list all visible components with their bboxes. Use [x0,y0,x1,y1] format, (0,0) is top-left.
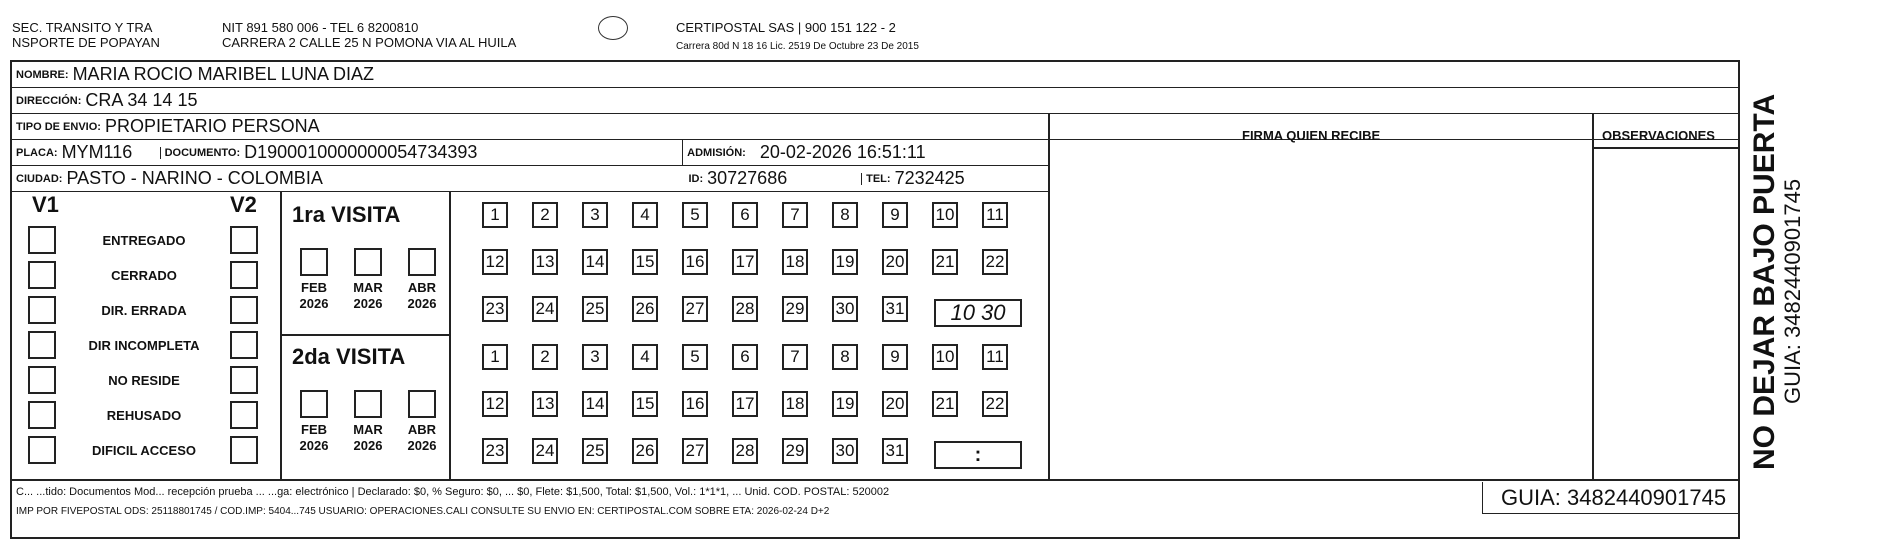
day-box[interactable]: 15 [632,249,658,275]
day-box[interactable]: 21 [932,391,958,417]
day-box[interactable]: 11 [982,202,1008,228]
day-box[interactable]: 8 [832,344,858,370]
day-box[interactable]: 4 [632,344,658,370]
form-frame [10,60,1740,539]
month-label: ABR [407,280,437,295]
day-box[interactable]: 10 [932,202,958,228]
address-line: CARRERA 2 CALLE 25 N POMONA VIA AL HUILA [222,35,517,50]
month-checkbox[interactable] [408,390,436,418]
day-box[interactable]: 7 [782,344,808,370]
v2-checkbox[interactable] [230,401,258,429]
status-option-label: DIR. ERRADA [101,303,187,318]
day-box[interactable]: 28 [732,438,758,464]
guia-box: GUIA: 3482440901745 [1482,482,1738,514]
day-box[interactable]: 26 [632,296,658,322]
firma-header: FIRMA QUIEN RECIBE [1242,128,1381,143]
year-label: 2026 [299,438,329,453]
day-box[interactable]: 26 [632,438,658,464]
day-box[interactable]: 1 [482,202,508,228]
v1-checkbox[interactable] [28,401,56,429]
observaciones-header: OBSERVACIONES [1602,128,1715,143]
year-label: 2026 [353,296,383,311]
documento-label: DOCUMENTO: [160,147,241,159]
tel-label: TEL: [861,173,890,185]
day-box[interactable]: 29 [782,438,808,464]
month-checkbox[interactable] [354,390,382,418]
v1-label: V1 [32,192,59,217]
day-box[interactable]: 24 [532,296,558,322]
v1-checkbox[interactable] [28,331,56,359]
status-option-label: DIFICIL ACCESO [91,443,196,458]
year-label: 2026 [353,438,383,453]
day-box[interactable]: 19 [832,249,858,275]
day-box[interactable]: 5 [682,202,708,228]
courier-logo-icon [598,16,628,40]
documento-value: D1900010000000054734393 [244,142,478,162]
v2-checkbox[interactable] [230,366,258,394]
v2-label: V2 [230,192,257,217]
day-box[interactable]: 6 [732,202,758,228]
day-box[interactable]: 31 [882,438,908,464]
month-checkbox[interactable] [300,390,328,418]
v2-checkbox[interactable] [230,436,258,464]
row-placa [12,140,1048,166]
side-warning: NO DEJAR BAJO PUERTA [1748,93,1781,470]
day-box[interactable]: 12 [482,249,508,275]
status-option-label: DIR INCOMPLETA [88,338,200,353]
month-label: FEB [301,280,327,295]
day-box[interactable]: 7 [782,202,808,228]
nit-line: NIT 891 580 006 - TEL 6 8200810 [222,20,419,35]
placa-label: PLACA: [16,146,58,159]
day-box[interactable]: 6 [732,344,758,370]
status-option-label: CERRADO [111,268,177,283]
visit2-title: 2da VISITA [292,344,406,369]
year-label: 2026 [407,296,437,311]
day-box[interactable]: 2 [532,344,558,370]
admision-label: ADMISIÓN: [682,140,746,165]
day-box[interactable]: 3 [582,202,608,228]
day-box[interactable]: 29 [782,296,808,322]
day-box[interactable]: 25 [582,296,608,322]
direccion-label: DIRECCIÓN: [16,94,82,107]
day-box[interactable]: 30 [832,438,858,464]
v1-checkbox[interactable] [28,436,56,464]
day-box[interactable]: 10 [932,344,958,370]
day-box[interactable]: 11 [982,344,1008,370]
day-box[interactable]: 24 [532,438,558,464]
ciudad-label: CIUDAD: [16,172,63,185]
tipo-value: PROPIETARIO PERSONA [104,116,320,136]
day-box[interactable]: 16 [682,391,708,417]
day-box[interactable]: 27 [682,296,708,322]
month-checkbox[interactable] [300,248,328,276]
nombre-value: MARIA ROCIO MARIBEL LUNA DIAZ [72,64,374,84]
day-box[interactable]: 18 [782,391,808,417]
day-box[interactable]: 23 [482,438,508,464]
day-box[interactable]: 23 [482,296,508,322]
day-box[interactable]: 15 [632,391,658,417]
month-label: MAR [353,422,383,437]
day-box[interactable]: 16 [682,249,708,275]
day-box[interactable]: 21 [932,249,958,275]
courier-address: Carrera 80d N 18 16 Lic. 2519 De Octubre 23 De 2015 [676,41,919,52]
ciudad-value: PASTO - NARINO - COLOMBIA [66,168,323,188]
id-label: ID: [688,172,704,185]
footer-line-2: IMP POR FIVEPOSTAL ODS: 25118801745 / COD.IMP: 5404...745 USUARIO: OPERACIONES.CALI CONSULTE SU ENVIO EN: CERTIPOSTAL.COM SOBRE ETA: 2026-02-24 D+2 [16,506,830,517]
day-box[interactable]: 13 [532,391,558,417]
year-label: 2026 [407,438,437,453]
day-box[interactable]: 1 [482,344,508,370]
row-tipo [12,114,1738,140]
v2-checkbox[interactable] [230,226,258,254]
courier-name: CERTIPOSTAL SAS | 900 151 122 - 2 [676,20,896,35]
status-option-label: ENTREGADO [102,233,186,248]
day-box[interactable]: 17 [732,249,758,275]
day-box[interactable]: 27 [682,438,708,464]
nombre-label: NOMBRE: [16,68,69,81]
visit2-time: : [934,441,1022,469]
tipo-label: TIPO DE ENVIO: [16,120,101,133]
day-box[interactable]: 28 [732,296,758,322]
placa-value: MYM116 [61,142,133,162]
row-direccion [12,88,1738,114]
status-option-label: NO RESIDE [108,373,180,388]
admision-value: 20-02-2026 16:51:11 [759,142,926,162]
month-label: FEB [301,422,327,437]
month-checkbox[interactable] [354,248,382,276]
day-box[interactable]: 19 [832,391,858,417]
day-box[interactable]: 31 [882,296,908,322]
day-box[interactable]: 25 [582,438,608,464]
day-box[interactable]: 5 [682,344,708,370]
v1-checkbox[interactable] [28,261,56,289]
day-box[interactable]: 3 [582,344,608,370]
v1-checkbox[interactable] [28,226,56,254]
sender-line-1: SEC. TRANSITO Y TRA [12,20,153,35]
side-guia: GUIA: 3482440901745 [1780,178,1805,404]
row-nombre [12,62,1738,88]
day-box[interactable]: 12 [482,391,508,417]
visit1-title: 1ra VISITA [292,202,401,227]
v2-checkbox[interactable] [230,261,258,289]
direccion-value: CRA 34 14 15 [85,90,198,110]
month-label: MAR [353,280,383,295]
day-box[interactable]: 22 [982,391,1008,417]
year-label: 2026 [299,296,329,311]
day-box[interactable]: 13 [532,249,558,275]
day-box[interactable]: 20 [882,391,908,417]
month-label: ABR [407,422,437,437]
day-box[interactable]: 14 [582,249,608,275]
day-box[interactable]: 20 [882,249,908,275]
day-box[interactable]: 8 [832,202,858,228]
sender-line-2: NSPORTE DE POPAYAN [12,35,160,50]
v2-checkbox[interactable] [230,296,258,324]
tel-value: 7232425 [894,168,965,188]
v1-checkbox[interactable] [28,366,56,394]
day-box[interactable]: 2 [532,202,558,228]
month-checkbox[interactable] [408,248,436,276]
v2-checkbox[interactable] [230,331,258,359]
day-box[interactable]: 14 [582,391,608,417]
day-box[interactable]: 9 [882,202,908,228]
day-box[interactable]: 18 [782,249,808,275]
status-option-label: REHUSADO [106,408,182,423]
visit1-time: 10 30 [934,299,1022,327]
id-value: 30727686 [707,168,788,188]
row-ciudad [12,166,1048,192]
v1-checkbox[interactable] [28,296,56,324]
day-box[interactable]: 30 [832,296,858,322]
day-box[interactable]: 22 [982,249,1008,275]
day-box[interactable]: 4 [632,202,658,228]
footer-line-1: C... ...tido: Documentos Mod... recepción prueba ... ...ga: electrónico | Declarado: $0, % Seguro: $0, ... $0, Flete: $1,500, Total: $1,500, Vol.: 1*1*1, ... Unid. COD. POSTAL: 520002 [16,486,890,498]
day-box[interactable]: 17 [732,391,758,417]
day-box[interactable]: 9 [882,344,908,370]
